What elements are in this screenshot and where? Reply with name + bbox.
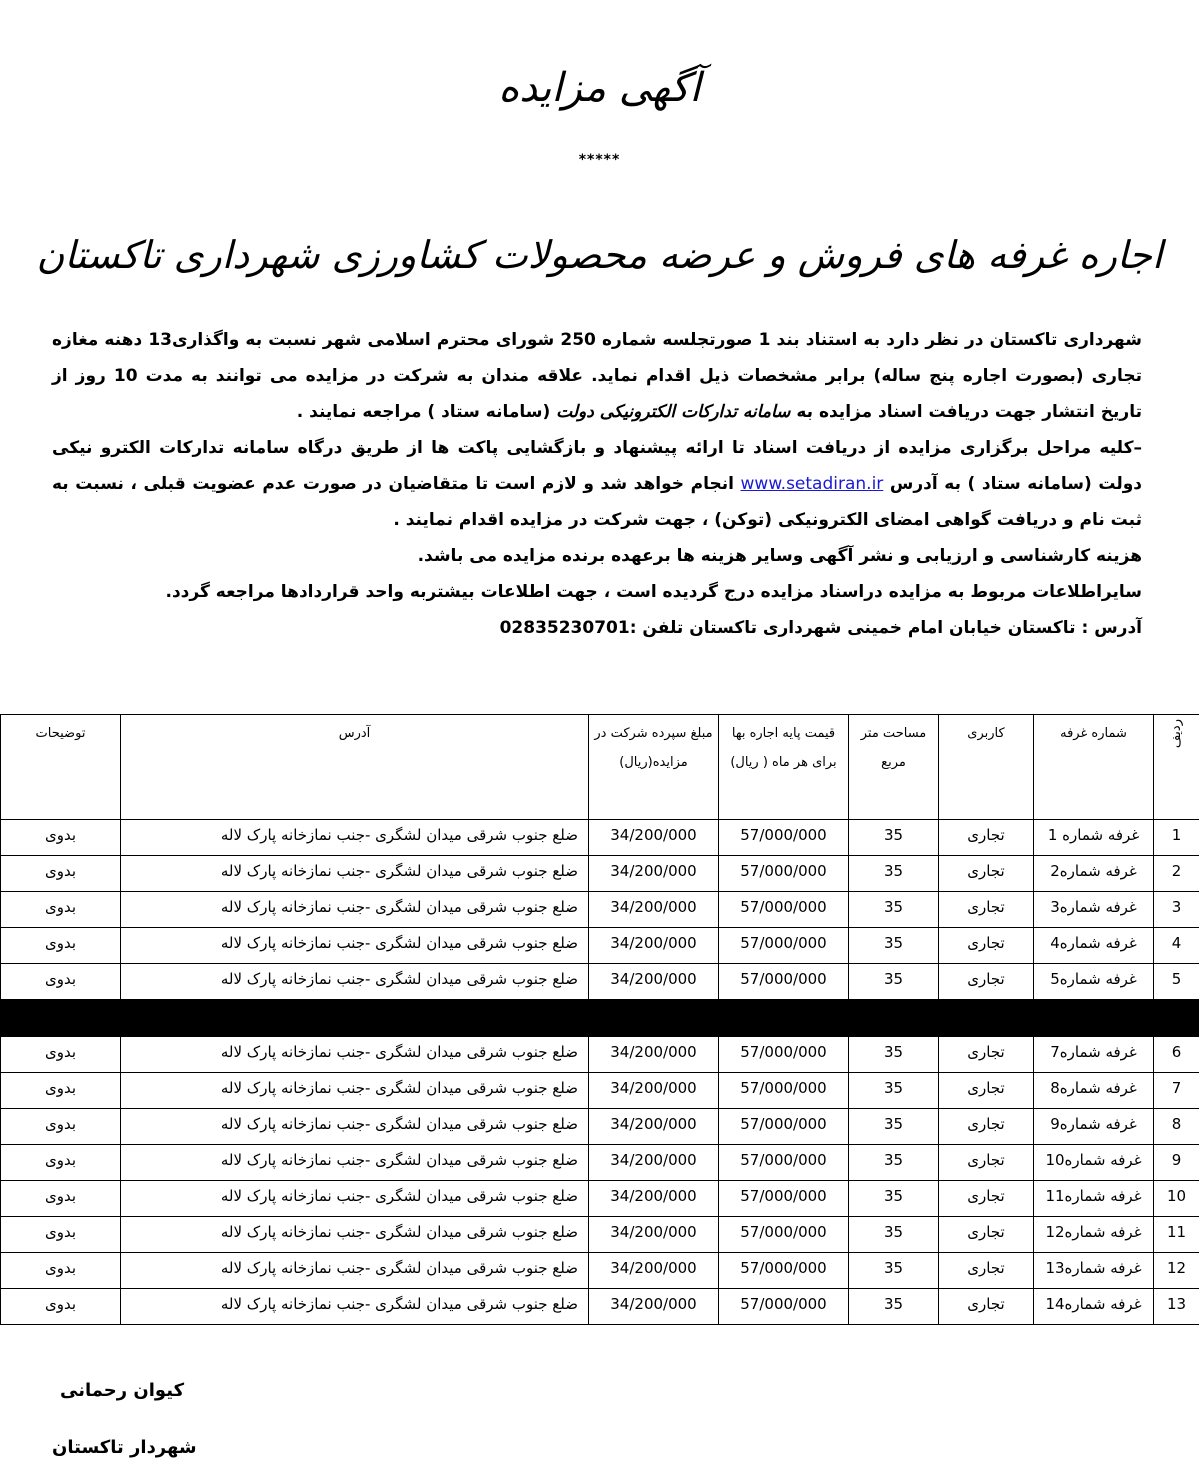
cell-usage: تجاری — [939, 1037, 1034, 1073]
header-area: مساحت متر مربع — [849, 715, 939, 820]
cell-row-number: 13 — [1154, 1289, 1199, 1325]
address-line — [52, 610, 1142, 646]
header-address: آدرس — [121, 715, 589, 820]
cell-base-price: 57/000/000 — [719, 928, 849, 964]
cell-base-price: 57/000/000 — [719, 1037, 849, 1073]
cell-base-price: 57/000/000 — [719, 1253, 849, 1289]
cell-notes: بدوی — [1, 964, 121, 1000]
cell-base-price: 57/000/000 — [719, 892, 849, 928]
announcement-body — [52, 322, 1142, 646]
cell-address: ضلع جنوب شرقی میدان لشگری -جنب نمازخانه پارک لاله — [121, 892, 589, 928]
cell-base-price: 57/000/000 — [719, 1073, 849, 1109]
cell-base-price: 57/000/000 — [719, 820, 849, 856]
cell-deposit: 34/200/000 — [589, 856, 719, 892]
header-notes: توضیحات — [1, 715, 121, 820]
paragraph-intro-end: (سامانه ستاد ) مراجعه نمایند . — [296, 402, 557, 422]
cell-area: 35 — [849, 1217, 939, 1253]
table-body — [1, 820, 1199, 1325]
cell-row-number: 5 — [1154, 964, 1199, 1000]
header-row-number: ردیف — [1154, 715, 1199, 820]
cell-row-number: 2 — [1154, 856, 1199, 892]
cell-address: ضلع جنوب شرقی میدان لشگری -جنب نمازخانه پارک لاله — [121, 1109, 589, 1145]
cell-address: ضلع جنوب شرقی میدان لشگری -جنب نمازخانه پارک لاله — [121, 928, 589, 964]
cell-booth-number: غرفه شماره7 — [1034, 1037, 1154, 1073]
cell-notes: بدوی — [1, 892, 121, 928]
separator-stars: ***** — [578, 152, 621, 168]
cell-area: 35 — [849, 1145, 939, 1181]
cell-usage: تجاری — [939, 1109, 1034, 1145]
paragraph-intro-text: شهرداری تاکستان در نظر دارد به استناد بند 1 صورتجلسه شماره 250 شورای محترم اسلامی شهر نسبت به واگذاری13 دهنه مغازه تجاری (بصورت اجاره پنج ساله) برابر مشخصات ذیل اقدام نماید. علاقه مندان به شرکت در مزایده می توانند به مدت 10 روز از تاریخ انتشار جهت دریافت اسناد مزایده به — [52, 330, 1142, 422]
paragraph-process — [52, 430, 1142, 538]
table-row — [1, 856, 1199, 892]
cell-notes: بدوی — [1, 1145, 121, 1181]
cell-booth-number: غرفه شماره11 — [1034, 1181, 1154, 1217]
page-title: آگهی مزایده — [498, 65, 701, 111]
paragraph-process-end: انجام خواهد شد و لازم است تا متقاضیان در صورت عدم عضویت قبلی ، نسبت به ثبت نام و دریافت گواهی امضای الکترونیکی (توکن) ، جهت شرکت در مزایده اقدام نمایند . — [52, 474, 1142, 530]
cell-usage: تجاری — [939, 820, 1034, 856]
cell-area: 35 — [849, 820, 939, 856]
cell-booth-number: غرفه شماره12 — [1034, 1217, 1154, 1253]
cell-address: ضلع جنوب شرقی میدان لشگری -جنب نمازخانه پارک لاله — [121, 1289, 589, 1325]
table-row — [1, 1217, 1199, 1253]
table-row — [1, 1073, 1199, 1109]
paragraph-process-start: –کلیه مراحل برگزاری مزایده از دریافت اسناد تا ارائه پیشنهاد و بازگشایی پاکت ها از طریق درگاه سامانه تدارکات الکترو نیکی دولت (سامانه ستاد ) به آدرس — [52, 438, 1142, 494]
cell-deposit: 34/200/000 — [589, 1181, 719, 1217]
cell-address: ضلع جنوب شرقی میدان لشگری -جنب نمازخانه پارک لاله — [121, 820, 589, 856]
cell-notes: بدوی — [1, 1217, 121, 1253]
table-row — [1, 1037, 1199, 1073]
cell-area: 35 — [849, 1181, 939, 1217]
table-header-row — [1, 715, 1199, 820]
address-label: آدرس : تاکستان خیابان امام خمینی شهرداری تاکستان تلفن : — [629, 618, 1142, 638]
header-deposit: مبلغ سپرده شرکت در مزایده(ریال) — [589, 715, 719, 820]
cell-area: 35 — [849, 1253, 939, 1289]
cell-deposit: 34/200/000 — [589, 1109, 719, 1145]
cell-address: ضلع جنوب شرقی میدان لشگری -جنب نمازخانه پارک لاله — [121, 1145, 589, 1181]
cell-row-number: 4 — [1154, 928, 1199, 964]
cell-notes: بدوی — [1, 1289, 121, 1325]
cell-notes: بدوی — [1, 1109, 121, 1145]
cell-booth-number: غرفه شماره 1 — [1034, 820, 1154, 856]
booths-table — [0, 714, 1199, 1325]
cell-deposit: 34/200/000 — [589, 928, 719, 964]
cell-booth-number: غرفه شماره3 — [1034, 892, 1154, 928]
cell-booth-number: غرفه شماره13 — [1034, 1253, 1154, 1289]
cell-base-price: 57/000/000 — [719, 1289, 849, 1325]
cell-row-number: 10 — [1154, 1181, 1199, 1217]
cell-usage: تجاری — [939, 892, 1034, 928]
cell-area: 35 — [849, 1037, 939, 1073]
cell-deposit: 34/200/000 — [589, 820, 719, 856]
table-row — [1, 820, 1199, 856]
cell-row-number: 8 — [1154, 1109, 1199, 1145]
cell-usage: تجاری — [939, 1253, 1034, 1289]
cell-usage: تجاری — [939, 1289, 1034, 1325]
cell-booth-number: غرفه شماره9 — [1034, 1109, 1154, 1145]
cell-area: 35 — [849, 928, 939, 964]
cell-address: ضلع جنوب شرقی میدان لشگری -جنب نمازخانه پارک لاله — [121, 964, 589, 1000]
table-row — [1, 1181, 1199, 1217]
redacted-cell — [1, 1000, 1199, 1037]
cell-deposit: 34/200/000 — [589, 1073, 719, 1109]
setad-system-name: سامانه تدارکات الکترونیکی دولت — [556, 402, 791, 422]
cell-deposit: 34/200/000 — [589, 1289, 719, 1325]
setadiran-link[interactable]: www.setadiran.ir — [740, 474, 884, 494]
cell-usage: تجاری — [939, 964, 1034, 1000]
cell-notes: بدوی — [1, 1181, 121, 1217]
cell-notes: بدوی — [1, 820, 121, 856]
cell-notes: بدوی — [1, 856, 121, 892]
cell-row-number: 6 — [1154, 1037, 1199, 1073]
cell-address: ضلع جنوب شرقی میدان لشگری -جنب نمازخانه پارک لاله — [121, 1037, 589, 1073]
table-row — [1, 1109, 1199, 1145]
signature-title: شهردار تاکستان — [52, 1437, 197, 1458]
cell-booth-number: غرفه شماره14 — [1034, 1289, 1154, 1325]
redacted-row — [1, 1000, 1199, 1037]
table-row — [1, 1289, 1199, 1325]
header-base-price: قیمت پایه اجاره بها برای هر ماه ( ریال) — [719, 715, 849, 820]
cell-base-price: 57/000/000 — [719, 1181, 849, 1217]
table-row — [1, 1253, 1199, 1289]
cell-address: ضلع جنوب شرقی میدان لشگری -جنب نمازخانه پارک لاله — [121, 1217, 589, 1253]
cell-usage: تجاری — [939, 1217, 1034, 1253]
header-booth-number: شماره غرفه — [1034, 715, 1154, 820]
cell-area: 35 — [849, 856, 939, 892]
cell-notes: بدوی — [1, 1253, 121, 1289]
cell-booth-number: غرفه شماره2 — [1034, 856, 1154, 892]
cell-booth-number: غرفه شماره10 — [1034, 1145, 1154, 1181]
cell-base-price: 57/000/000 — [719, 964, 849, 1000]
cell-row-number: 3 — [1154, 892, 1199, 928]
cell-base-price: 57/000/000 — [719, 1217, 849, 1253]
cell-deposit: 34/200/000 — [589, 964, 719, 1000]
cell-usage: تجاری — [939, 928, 1034, 964]
cell-row-number: 12 — [1154, 1253, 1199, 1289]
table-row — [1, 964, 1199, 1000]
cell-base-price: 57/000/000 — [719, 1109, 849, 1145]
cell-usage: تجاری — [939, 1145, 1034, 1181]
cell-row-number: 7 — [1154, 1073, 1199, 1109]
cell-deposit: 34/200/000 — [589, 1037, 719, 1073]
cell-area: 35 — [849, 1073, 939, 1109]
signature-name: کیوان رحمانی — [60, 1380, 185, 1401]
header-usage: کاربری — [939, 715, 1034, 820]
paragraph-intro — [52, 322, 1142, 430]
cell-area: 35 — [849, 1109, 939, 1145]
cell-address: ضلع جنوب شرقی میدان لشگری -جنب نمازخانه پارک لاله — [121, 1253, 589, 1289]
paragraph-costs: هزینه کارشناسی و ارزیابی و نشر آگهی وسایر هزینه ها برعهده برنده مزایده می باشد. — [417, 546, 1142, 566]
cell-base-price: 57/000/000 — [719, 856, 849, 892]
table-row — [1, 892, 1199, 928]
cell-usage: تجاری — [939, 1181, 1034, 1217]
cell-notes: بدوی — [1, 1073, 121, 1109]
cell-deposit: 34/200/000 — [589, 892, 719, 928]
cell-booth-number: غرفه شماره4 — [1034, 928, 1154, 964]
cell-address: ضلع جنوب شرقی میدان لشگری -جنب نمازخانه پارک لاله — [121, 856, 589, 892]
cell-deposit: 34/200/000 — [589, 1145, 719, 1181]
cell-usage: تجاری — [939, 1073, 1034, 1109]
cell-address: ضلع جنوب شرقی میدان لشگری -جنب نمازخانه پارک لاله — [121, 1181, 589, 1217]
page-subtitle: اجاره غرفه های فروش و عرضه محصولات کشاورزی شهرداری تاکستان — [36, 233, 1163, 277]
cell-area: 35 — [849, 964, 939, 1000]
cell-area: 35 — [849, 1289, 939, 1325]
cell-row-number: 11 — [1154, 1217, 1199, 1253]
cell-booth-number: غرفه شماره5 — [1034, 964, 1154, 1000]
cell-row-number: 9 — [1154, 1145, 1199, 1181]
cell-area: 35 — [849, 892, 939, 928]
cell-notes: بدوی — [1, 928, 121, 964]
cell-usage: تجاری — [939, 856, 1034, 892]
paragraph-more-info: سایراطلاعات مربوط به مزایده دراسناد مزایده درج گردیده است ، جهت اطلاعات بیشتربه واحد قراردادها مراجعه گردد. — [165, 582, 1142, 602]
cell-notes: بدوی — [1, 1037, 121, 1073]
table-row — [1, 928, 1199, 964]
cell-address: ضلع جنوب شرقی میدان لشگری -جنب نمازخانه پارک لاله — [121, 1073, 589, 1109]
cell-base-price: 57/000/000 — [719, 1145, 849, 1181]
cell-deposit: 34/200/000 — [589, 1253, 719, 1289]
cell-deposit: 34/200/000 — [589, 1217, 719, 1253]
table-row — [1, 1145, 1199, 1181]
phone-number: 02835230701 — [499, 618, 630, 638]
cell-row-number: 1 — [1154, 820, 1199, 856]
cell-booth-number: غرفه شماره8 — [1034, 1073, 1154, 1109]
